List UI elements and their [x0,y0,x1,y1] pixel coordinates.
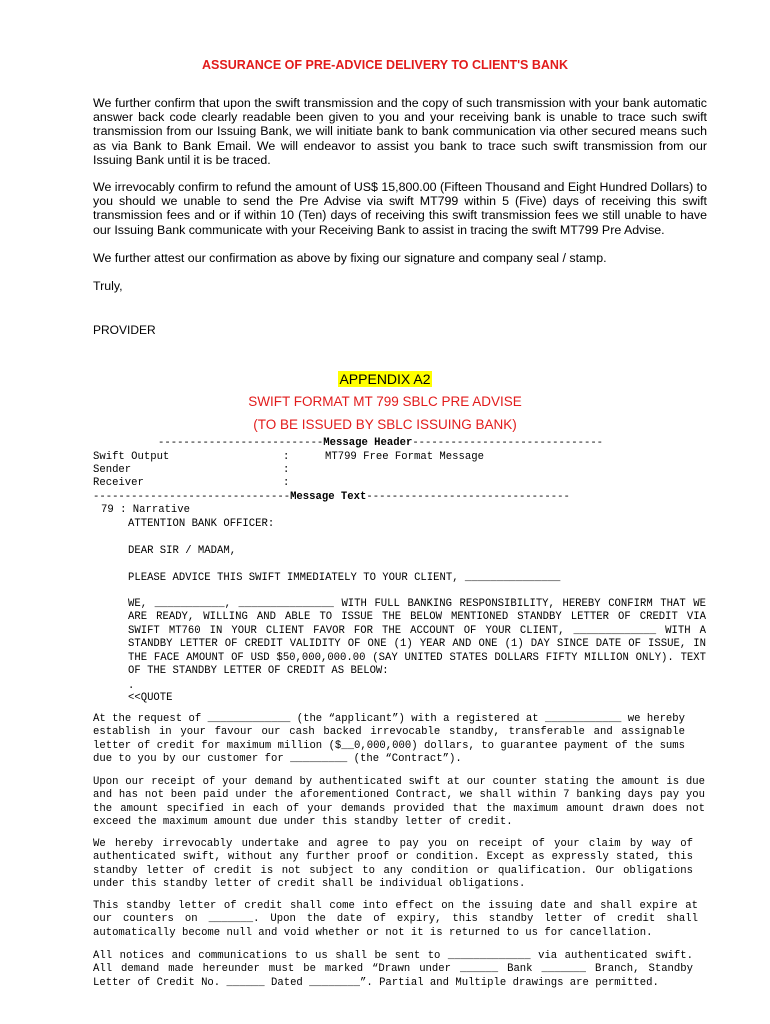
field-label-sender: Sender [93,464,132,476]
field-label-receiver: Receiver [93,477,144,489]
provider-label: PROVIDER [93,323,156,337]
message-header-label: Message Header [323,437,413,449]
we-confirm-paragraph: WE, ___________, _______________ WITH FULL BANKING RESPONSIBILITY, HEREBY CONFIRM THAT WE ARE READY, WILLING AND ABLE TO ISSUE THE BELOW MENTIONED STANDBY LETTER OF CREDIT VIA SWIFT MT760 IN YOUR CLIENT FAVOR FOR THE ACCOUNT OF YOUR CLIENT, _____________ WITH A STANDBY LETTER OF CREDIT VALIDITY OF ONE (1) YEAR AND ONE (1) DAY SINCE DATE OF ISSUE, IN THE FACE AMOUNT OF USD $50,000,000.00 (SAY UNITED STATES DOLLARS FIFTY MILLION ONLY). TEXT OF THE STANDBY LETTER OF CREDIT AS BELOW: [128,598,706,678]
appendix-issued-by: (TO BE ISSUED BY SBLC ISSUING BANK) [253,417,517,432]
message-header-rule: --------------------------Message Header------------------------------ [158,437,604,449]
confirm-paragraph: We further confirm that upon the swift transmission and the copy of such transmission with your bank automatic answer back code clearly readable been given to you and your receiving bank is unable to trace such swift transmission from our Issuing Bank, we will initiate bank to bank communication via other secured means such as via Bank to Bank Email. We will endeavor to assist you bank to trace such swift transmission from our Issuing Bank until it is be traced. [93,96,707,167]
attention-line: ATTENTION BANK OFFICER: [128,518,275,530]
refund-paragraph: We irrevocably confirm to refund the amount of US$ 15,800.00 (Fifteen Thousand and Eight Hundred Dollars) to you should we unable to send the Pre Advise via swift MT799 within 5 (Five) days of receiving this swift transmission fees and or if within 10 (Ten) days of receiving this swift transmission fees we still unable to have our Issuing Bank communicate with your Receiving Bank to assist in tracing the swift MT799 Pre Advise. [93,180,707,237]
attest-paragraph: We further attest our confirmation as above by fixing our signature and company seal / stamp. [93,251,607,265]
appendix-highlight: APPENDIX A2 [339,371,431,387]
dot-line: . [128,680,135,692]
request-paragraph: At the request of _____________ (the “applicant”) with a registered at ____________ we hereby establish in your favour our cash backed irrevocable standby, transferable and assignable letter of credit for maximum million ($__0,000,000) dollars, to guarantee payment of the sums due to you by our customer for _________ (the “Contract”). [93,713,685,766]
field-79-narrative: 79 : Narrative [101,504,191,516]
message-text-rule: -------------------------------Message Text-------------------------------- [93,491,570,503]
field-colon: : [283,464,290,476]
message-text-label: Message Text [290,491,367,503]
field-value-swift-output: MT799 Free Format Message [325,451,484,463]
field-colon: : [283,477,290,489]
field-label-swift-output: Swift Output [93,451,170,463]
field-colon: : [283,451,290,463]
expiry-paragraph: This standby letter of credit shall come into effect on the issuing date and shall expire at our counters on _______. Upon the date of expiry, this standby letter of credit shall automatically become null and void whether or not it is returned to us for cancellation. [93,900,698,939]
appendix-label [0,371,770,388]
undertake-paragraph: We hereby irrevocably undertake and agree to pay you on receipt of your claim by way of authenticated swift, without any further proof or condition. Except as expressly stated, this standby letter of credit is not subject to any condition or qualification. Our obligations under this standby letter of credit shall be individual obligations. [93,838,693,891]
closing-text: Truly, [93,279,123,293]
letter-title: ASSURANCE OF PRE-ADVICE DELIVERY TO CLIENT'S BANK [202,58,568,72]
salutation-line: DEAR SIR / MADAM, [128,545,237,557]
notices-paragraph: All notices and communications to us shall be sent to _____________ via authenticated swift. All demand made hereunder must be marked “Drawn under ______ Bank _______ Branch, Standby Letter of Credit No. ______ Dated ________”. Partial and Multiple drawings are permitted. [93,950,693,989]
demand-paragraph: Upon our receipt of your demand by authenticated swift at our counter stating the amount is due and has not been paid under the aforementioned Contract, we shall within 7 banking days pay you the amount specified in each of your demands provided that the maximum amount drawn does not exceed the maximum amount due under this standby letter of credit. [93,776,705,829]
appendix-subtitle: SWIFT FORMAT MT 799 SBLC PRE ADVISE [248,394,522,409]
quote-marker: <<QUOTE [128,692,173,704]
advice-line: PLEASE ADVICE THIS SWIFT IMMEDIATELY TO YOUR CLIENT, _______________ [128,572,561,584]
